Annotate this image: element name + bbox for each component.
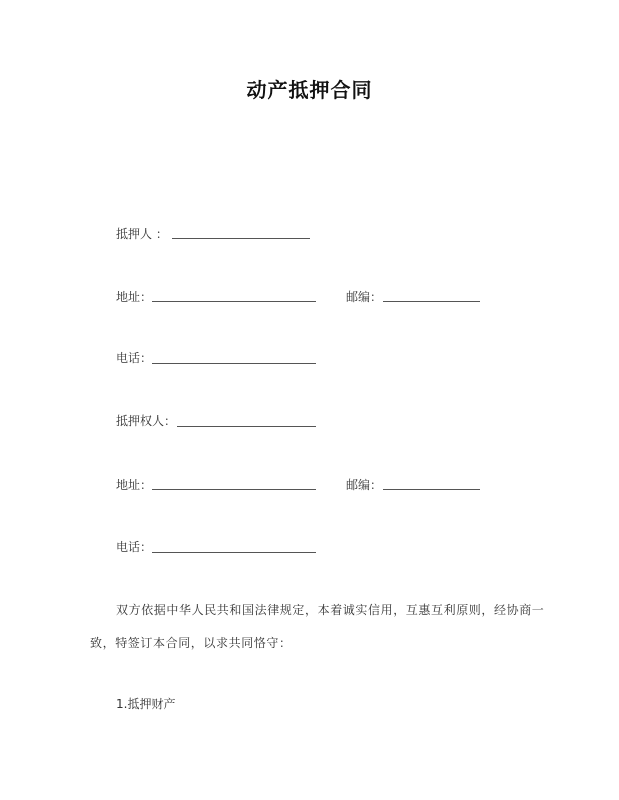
mortgagee-address-label: 地址： (116, 478, 153, 492)
mortgagor-phone-blank[interactable] (152, 363, 316, 364)
mortgagor-name-blank[interactable] (172, 238, 310, 239)
document-title: 动产抵押合同 (246, 78, 373, 102)
mortgagee-postcode-label: 邮编： (346, 478, 383, 492)
section-heading-collateral: 1.抵押财产 (116, 697, 176, 711)
mortgagee-name-blank[interactable] (177, 426, 316, 427)
mortgagor-phone-label: 电话： (116, 351, 153, 365)
mortgagor-name-field (116, 224, 316, 244)
mortgagee-phone-blank[interactable] (152, 552, 316, 553)
mortgagee-address-blank[interactable] (152, 489, 316, 490)
mortgagor-address-label: 地址： (116, 290, 153, 304)
mortgagee-phone-label: 电话： (116, 540, 153, 554)
mortgagor-address-blank[interactable] (152, 301, 316, 302)
mortgagee-postcode-blank[interactable] (383, 489, 480, 490)
mortgagor-name-label: 抵押人 ： (116, 227, 168, 241)
mortgagee-name-label: 抵押权人： (116, 414, 177, 428)
preamble-line-2: 致，特签订本合同，以求共同恪守： (90, 636, 292, 650)
mortgagor-postcode-blank[interactable] (383, 301, 480, 302)
preamble-line-1: 双方依据中华人民共和国法律规定，本着诚实信用，互惠互利原则，经协商一 (116, 603, 545, 617)
mortgagor-postcode-label: 邮编： (346, 290, 383, 304)
